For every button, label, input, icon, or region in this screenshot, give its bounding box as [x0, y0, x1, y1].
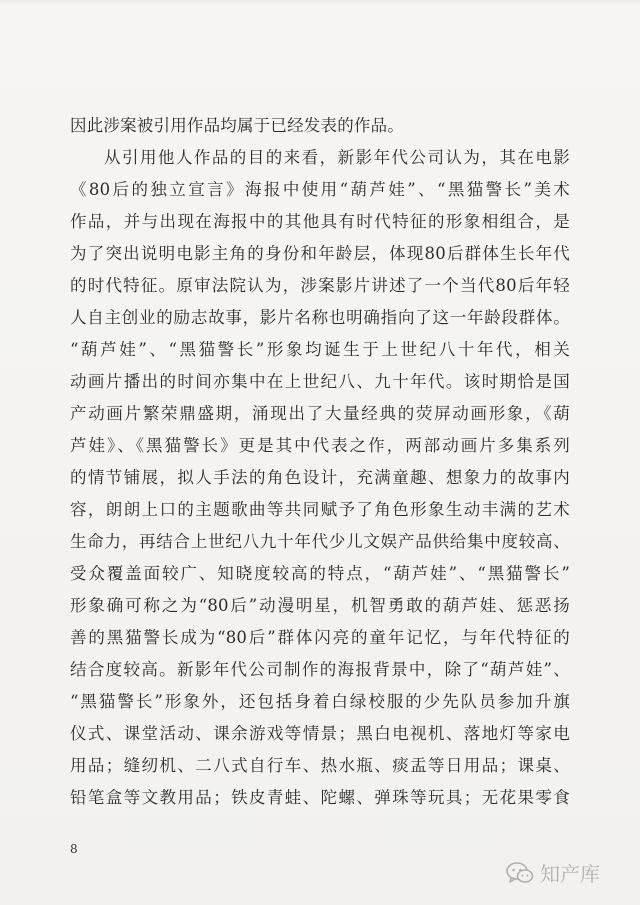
text-line: 用品；缝纫机、二八式自行车、热水瓶、痰盂等日用品；课桌、 — [70, 756, 570, 775]
wechat-icon — [506, 861, 534, 885]
text-line: 动画片播出的时间亦集中在上世纪八、九十年代。该时期恰是国 — [70, 372, 570, 391]
text-line: 因此涉案被引用作品均属于已经发表的作品。 — [70, 116, 404, 135]
text-line: 人自主创业的励志故事，影片名称也明确指向了这一年龄段群体。 — [70, 308, 570, 327]
watermark-text: 知产库 — [540, 862, 600, 886]
text-line: 善的黑猫警长成为“80后”群体闪亮的童年记忆，与年代特征的 — [70, 628, 570, 647]
page-number: 8 — [70, 842, 78, 856]
watermark — [506, 858, 600, 887]
text-line: 结合度较高。新影年代公司制作的海报背景中，除了“葫芦娃”、 — [70, 660, 570, 679]
text-line: “黑猫警长”形象外，还包括身着白绿校服的少先队员参加升旗 — [70, 692, 570, 711]
text-line: 的情节铺展，拟人手法的角色设计，充满童趣、想象力的故事内 — [70, 468, 570, 487]
page-edge-shadow — [0, 0, 640, 6]
text-line: 作品，并与出现在海报中的其他具有时代特征的形象相组合，是 — [70, 212, 570, 231]
text-line: 铅笔盒等文教用品；铁皮青蛙、陀螺、弹珠等玩具；无花果零食 — [70, 788, 570, 807]
text-line: 受众覆盖面较广、知晓度较高的特点，“葫芦娃”、“黑猫警长” — [70, 564, 570, 583]
text-line: 生命力，再结合上世纪八九十年代少儿文娱产品供给集中度较高、 — [70, 532, 570, 551]
text-line: 芦娃》、《黑猫警长》更是其中代表之作，两部动画片多集系列 — [70, 436, 570, 455]
text-line: “葫芦娃”、“黑猫警长”形象均诞生于上世纪八十年代，相关 — [70, 340, 570, 359]
text-line: 从引用他人作品的目的来看，新影年代公司认为，其在电影 — [104, 148, 570, 167]
text-line: 产动画片繁荣鼎盛期，涌现出了大量经典的荧屏动画形象，《葫 — [70, 404, 570, 423]
text-line: 仪式、课堂活动、课余游戏等情景；黑白电视机、落地灯等家电 — [70, 724, 570, 743]
text-line: 为了突出说明电影主角的身份和年龄层，体现80后群体生长年代 — [70, 244, 570, 263]
body-text — [70, 110, 570, 814]
text-line: 《80后的独立宣言》海报中使用“葫芦娃”、“黑猫警长”美术 — [70, 180, 570, 199]
text-line: 容，朗朗上口的主题歌曲等共同赋予了角色形象生动丰满的艺术 — [70, 500, 570, 519]
text-line: 形象确可称之为“80后”动漫明星，机智勇敢的葫芦娃、惩恶扬 — [70, 596, 570, 615]
text-line: 的时代特征。原审法院认为，涉案影片讲述了一个当代80后年轻 — [70, 276, 570, 295]
